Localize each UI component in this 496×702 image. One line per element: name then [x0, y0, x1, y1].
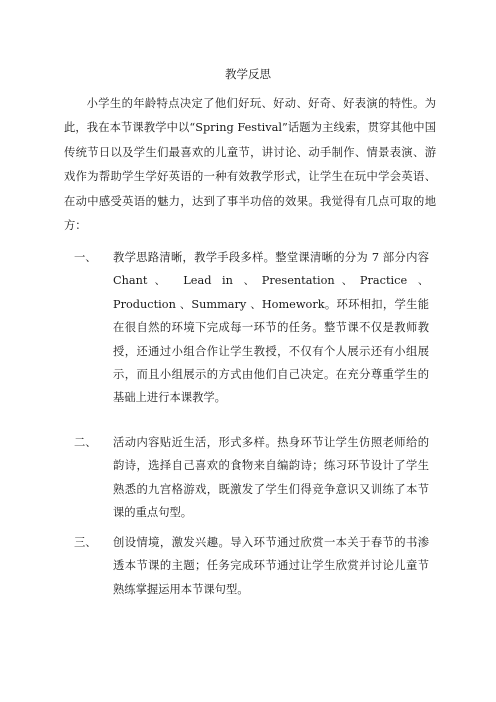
- list-item-text: 活动内容贴近生活，形式多样。热身环节让学生仿照老师给的韵诗，选择自己喜欢的食物来自编韵诗；练习环节设计了学生熟悉的九宫格游戏，既激发了学生们得竞争意识又训练了本节课的重点句型。: [113, 436, 429, 520]
- list-item-number: 一、: [74, 251, 97, 264]
- document-title: 教学反思: [225, 67, 271, 81]
- intro-paragraph: 小学生的年龄特点决定了他们好玩、好动、好奇、好表演的特性。为此，我在本节课教学中以“Spring Festival”话题为主线索，贯穿其他中国传统节日以及学生们最喜欢的儿童节，讲讨论、动手制作、情景表演、游戏作为帮助学生学好英语的一种有效教学形式，让学生在玩中学会英语、在动中感受英语的魅力，达到了事半功倍的效果。我觉得有几点可取的地方：: [64, 97, 436, 233]
- list-item-number: 二、: [74, 436, 97, 449]
- list-item-text: 创设情境，激发兴趣。导入环节通过欣赏一本关于春节的书渗透本节课的主题；任务完成环节通过让学生欣赏并讨论儿童节熟练掌握运用本节课句型。: [113, 536, 429, 596]
- list-item-number: 三、: [74, 536, 97, 549]
- list-item-text: 教学思路清晰，教学手段多样。整堂课清晰的分为 7 部分内容 Chant、 Lead in 、Presentation、Practice 、Production 、Summary 、Homework。环环相扣，学生能在很自然的环境下完成每一环节的任务。整节课不仅是教师教授，还通过小组合作让学生教授，不仅有个人展示还有小组展示，而且小组展示的方式由他们自己决定。在充分尊重学生的基础上进行本课教学。: [113, 251, 429, 405]
